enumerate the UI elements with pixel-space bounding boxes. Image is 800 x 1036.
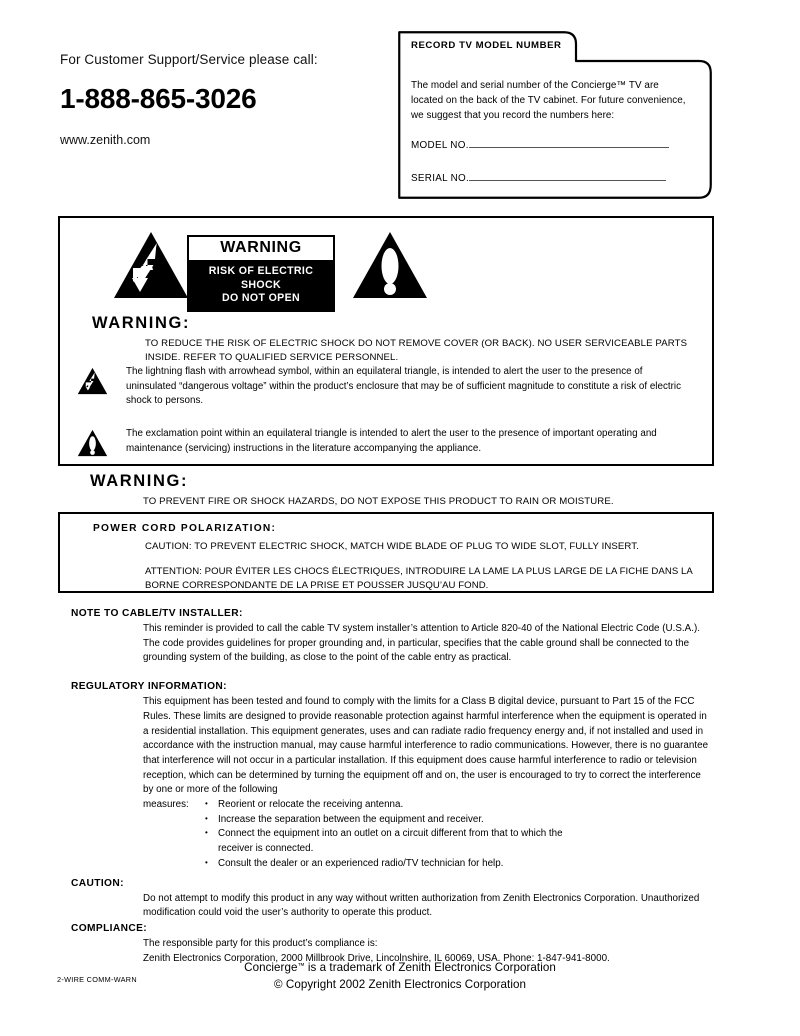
support-website: www.zenith.com (60, 133, 151, 147)
warning-plate-title: WARNING (189, 237, 333, 262)
fire-shock-warning-text: TO PREVENT FIRE OR SHOCK HAZARDS, DO NOT EXPOSE THIS PRODUCT TO RAIN OR MOISTURE. (143, 496, 614, 507)
record-box-title: RECORD TV MODEL NUMBER (411, 40, 562, 51)
header-area (0, 0, 800, 210)
installer-note-heading: NOTE TO CABLE/TV INSTALLER: (71, 608, 243, 619)
fire-shock-warning-block (58, 472, 718, 507)
trademark-brand: Concierge (244, 961, 298, 975)
list-item: • Consult the dealer or an experienced radio/TV technician for help. (205, 857, 711, 872)
power-cord-caution-text: CAUTION: TO PREVENT ELECTRIC SHOCK, MATCH WIDE BLADE OF PLUG TO WIDE SLOT, FULLY INSERT. (145, 541, 639, 552)
warning-plate-subtitle (189, 262, 333, 310)
caution-heading: CAUTION: (71, 877, 124, 889)
list-item: receiver is connected. (218, 843, 314, 855)
serial-number-label: SERIAL NO. (411, 173, 470, 184)
electric-shock-warning-box (58, 216, 714, 466)
exclamation-note-text: The exclamation point within an equilateral triangle is intended to alert the user to the presence of important operating and maintenance (servicing) instructions in the literature accompanying the appliance. (126, 428, 657, 454)
regulatory-body: This equipment has been tested and found to comply with the limits for a Class B digital device, pursuant to Part 15 of the FCC Rules. These limits are designed to provide reasonable protection against harmful interference when the equipment is operated in a residential installation. This equipment generates, uses and can radiate radio frequency energy and, if not installed and used in accordance with the instruction manual, may cause harmful interference to radio communications. However, there is no guarantee that interference will not occur in a particular installation. If this equipment does cause harmful interference to radio or television reception, which can be determined by turning the equipment off and on, the user is encouraged to try to correct the interference by one or more of the following (143, 696, 709, 796)
model-number-field[interactable] (411, 138, 669, 151)
record-tv-model-number-box (398, 31, 712, 199)
trademark-rest: is a trademark of Zenith Electronics Corporation (304, 961, 556, 975)
regulatory-measures-wrap (143, 798, 711, 872)
exclamation-triangle-icon (351, 230, 429, 305)
list-item: • Reorient or relocate the receiving antenna. (205, 798, 711, 813)
lightning-bolt-triangle-icon (112, 230, 190, 305)
lightning-note-text: The lightning flash with arrowhead symbol, within an equilateral triangle, is intended to alert the user to the presence of uninsulated “dangerous voltage” within the product’s enclosure that may be of sufficient magnitude to constitute a risk of electric shock to persons. (126, 366, 682, 407)
lightning-note-row (64, 365, 712, 409)
trademark-line (0, 957, 800, 976)
measures-label: measures: (143, 799, 189, 811)
serial-number-field[interactable] (411, 171, 666, 184)
customer-support-block (60, 52, 380, 147)
list-item: • Increase the separation between the equipment and receiver. (205, 813, 711, 828)
warning-plate-line1: RISK OF ELECTRIC SHOCK (208, 265, 314, 291)
caution-body: Do not attempt to modify this product in any way without written authorization from Zenith Electronics Corporation. Unauthorized modification could void the user’s authority to operate this product. (143, 892, 700, 919)
caution-section (58, 878, 718, 921)
warning-subtext: TO REDUCE THE RISK OF ELECTRIC SHOCK DO NOT REMOVE COVER (OR BACK). NO USER SERVICEABLE PARTS INSIDE. REFER TO QUALIFIED SERVICE PERSONNEL. (145, 338, 688, 363)
warning-plate (187, 235, 335, 312)
record-box-body: The model and serial number of the Concierge™ TV are located on the back of the TV cabinet. For future convenience, we suggest that you record the numbers here: (411, 80, 686, 122)
compliance-heading: COMPLIANCE: (71, 922, 148, 934)
model-number-label: MODEL NO. (411, 140, 469, 151)
compliance-line-1: The responsible party for this product’s compliance is: (143, 937, 378, 949)
warning-plate-line2: DO NOT OPEN (221, 292, 300, 304)
installer-note-body: This reminder is provided to call the cable TV system installer’s attention to Article 820-40 of the National Electric Code (U.S.A.). The code provides guidelines for proper grounding and, in particular, specifies that the cable ground shall be connected to the grounding system of the building, as close to the point of the cable entry as practical. (143, 623, 700, 664)
installer-note-section (58, 608, 718, 666)
regulatory-heading: REGULATORY INFORMATION: (71, 681, 227, 693)
warning-heading: WARNING: (92, 314, 191, 332)
warning-symbols-row (60, 230, 716, 304)
power-cord-heading: POWER CORD POLARIZATION: (93, 523, 277, 534)
compliance-line-2: Zenith Electronics Corporation, 2000 Millbrook Drive, Lincolnshire, IL 60069, USA. Phone: 1-847-941-8000. (143, 952, 610, 964)
document-code: 2-WIRE COMM-WARN (57, 975, 137, 984)
power-cord-attention-text: ATTENTION: POUR ÉVITER LES CHOCS ÉLECTRIQUES, INTRODUIRE LA LAME LA PLUS LARGE DE LA FICHE DANS LA BORNE CORRESPONDANTE DE LA PRISE ET POUSSER JUSQU’AU FOND. (145, 566, 693, 591)
support-phone-number: 1-888-865-3026 (60, 83, 257, 114)
exclamation-small-icon (64, 427, 108, 462)
regulatory-section (58, 681, 718, 871)
lightning-bolt-small-icon (64, 365, 108, 400)
list-item: • Connect the equipment into an outlet on a circuit different from that to which the (205, 827, 711, 842)
trademark-symbol: ™ (297, 961, 305, 970)
copyright-line: © Copyright 2002 Zenith Electronics Corporation (274, 978, 526, 992)
measures-list (205, 798, 711, 872)
information-sections (58, 608, 718, 966)
support-call-label: For Customer Support/Service please call: (60, 52, 318, 67)
power-cord-polarization-box (58, 512, 714, 593)
model-number-write-line (469, 138, 669, 148)
fire-shock-warning-heading: WARNING: (90, 472, 189, 490)
serial-number-write-line (469, 171, 666, 181)
footer-legal (0, 957, 800, 993)
exclamation-note-row (64, 427, 712, 462)
